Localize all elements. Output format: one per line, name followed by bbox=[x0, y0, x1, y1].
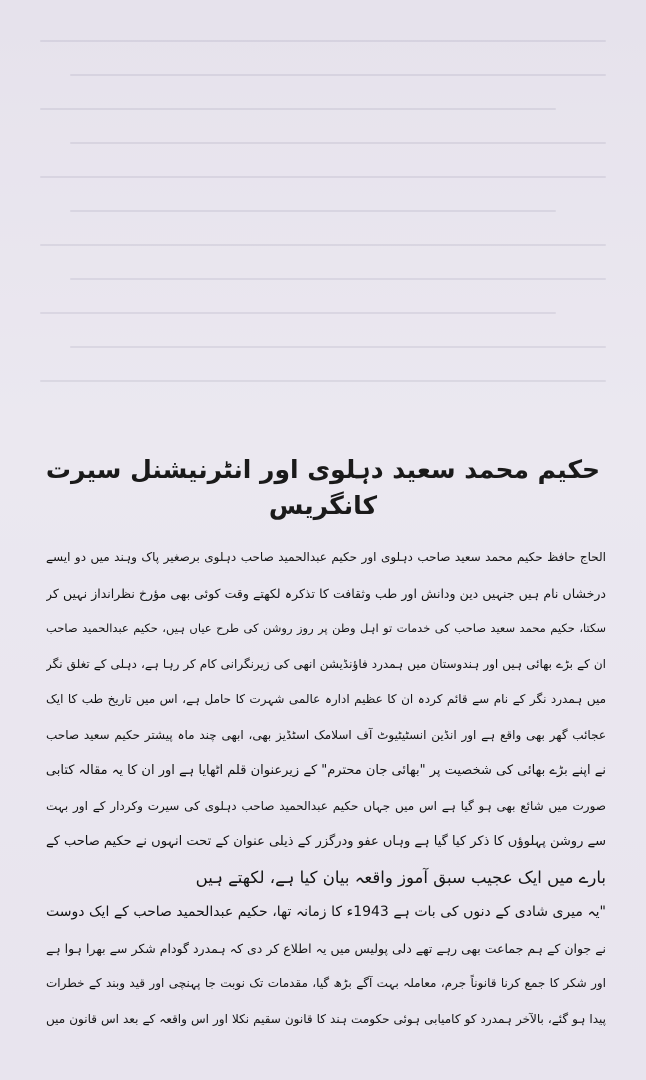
body-line: ان کے بڑے بھائی ہیں اور ہندوستان میں ہمدرد فاؤنڈیشن انھی کی زیرنگرانی کام کر رہا ہے، دہلی کے تغلق نگر bbox=[46, 656, 606, 671]
body-line: سے روشن پہلوؤں کا ذکر کیا گیا ہے وہاں عفو ودرگزر کے ذیلی عنوان کے تحت انہوں نے حکیم صاحب کے bbox=[46, 834, 606, 849]
article-body bbox=[46, 540, 606, 1037]
bleed-through-text bbox=[40, 40, 606, 420]
quote-line: "یہ میری شادی کے دنوں کی بات ہے 1943ء کا زمانہ تھا، حکیم عبدالحمید صاحب کے ایک دوست bbox=[46, 904, 606, 920]
body-line: بارے میں ایک عجیب سبق آموز واقعہ بیان کیا ہے، لکھتے ہیں bbox=[195, 867, 606, 887]
quote-line: نے جوان کے ہم جماعت بھی رہے تھے دلی پولیس میں یہ اطلاع کر دی کہ ہمدرد گودام شکر سے بھرا ہوا ہے bbox=[46, 940, 606, 956]
body-line: الحاج حافظ حکیم محمد سعید صاحب دہلوی اور حکیم عبدالحمید صاحب دہلوی برصغیر پاک وہند میں دو ایسے bbox=[46, 550, 606, 564]
body-line: سکتا، حکیم محمد سعید صاحب کی خدمات تو اہل وطن پر روز روشن کی طرح عیاں ہیں، حکیم عبدالحمید صاحب bbox=[46, 621, 606, 635]
body-line: صورت میں شائع بھی ہو گیا ہے اس میں جہاں حکیم عبدالحمید صاحب دہلوی کی سیرت وکردار کے اور بہت bbox=[46, 798, 606, 813]
body-line: درخشاں نام ہیں جنہیں دین ودانش اور طب وثقافت کا تذکرہ لکھتے وقت کوئی بھی مؤرخ نظرانداز نہیں کر bbox=[46, 585, 606, 601]
article-title: حکیم محمد سعید دہلوی اور انٹرنیشنل سیرت کانگریس bbox=[45, 455, 601, 520]
body-line: میں ہمدرد نگر کے نام سے قائم کردہ ان کا عظیم ادارہ عالمی شہرت کا حامل ہے، اس میں تاریخ طب کا ایک bbox=[46, 692, 606, 706]
quote-line: پیدا ہو گئے، بالآخر ہمدرد کو کامیابی ہوئی حکومت ہند کا قانون سقیم نکلا اور اس واقعہ کے بعد اس قانون میں bbox=[46, 1011, 606, 1026]
quote-line: اور شکر کا جمع کرنا قانوناً جرم، معاملہ بہت آگے بڑھ گیا، مقدمات تک نوبت جا پہنچی اور قید وبند کے خطرات bbox=[46, 976, 606, 990]
body-line: نے اپنے بڑے بھائی کی شخصیت پر "بھائی جان محترم" کے زیرعنوان قلم اٹھایا ہے اور ان کا یہ مقالہ کتابی bbox=[46, 763, 606, 778]
body-line: عجائب گھر بھی واقع ہے اور انڈین انسٹیٹیوٹ آف اسلامک اسٹڈیز بھی، ابھی چند ماہ پیشتر حکیم سعید صاحب bbox=[46, 727, 606, 742]
